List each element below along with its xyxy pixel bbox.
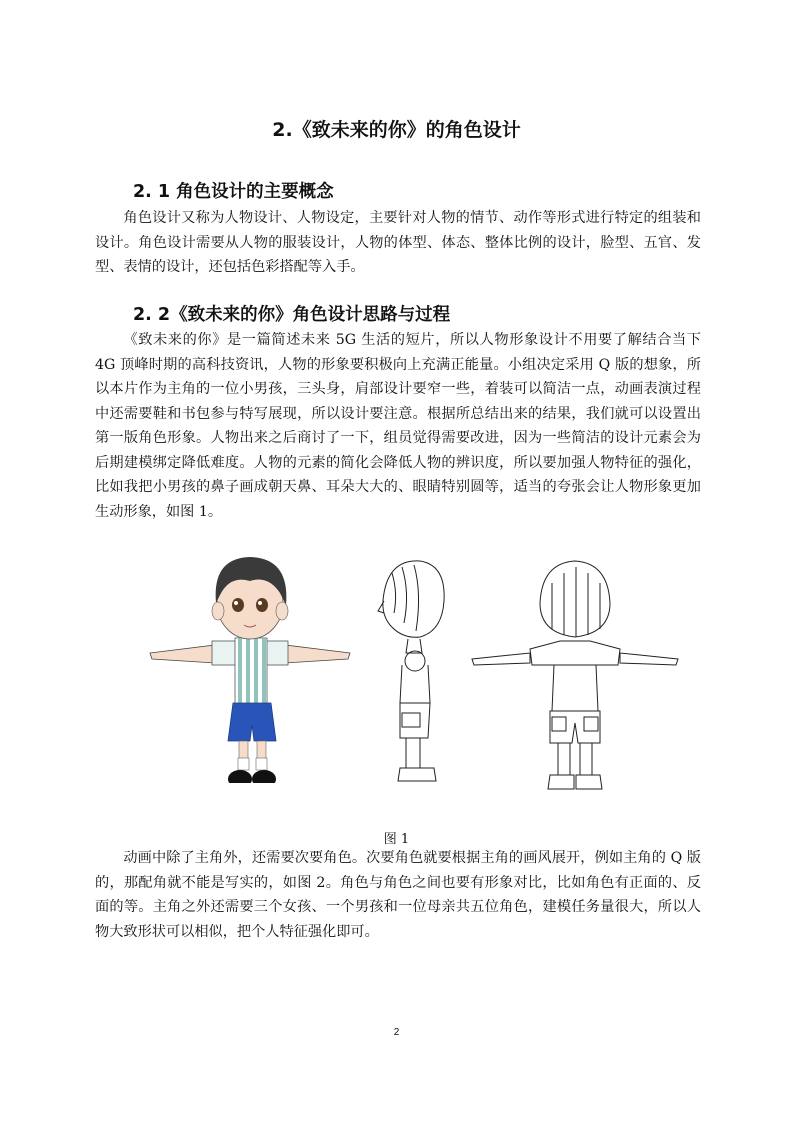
paragraph-secondary-roles: 动画中除了主角外，还需要次要角色。次要角色就要根据主角的画风展开，例如主角的 Q 版的，那配角就不能是写实的，如图 2。角色与角色之间也要有形象对比，比如角色有正面的、反面的等。主角之外还需要三个女孩、一个男孩和一位母亲共五位角色，建模任务量很大，所以人物大致形状可以相似，把个人特征强化即可。 [95,850,701,940]
paragraph-concept: 角色设计又称为人物设计、人物设定，主要针对人物的情节、动作等形式进行特定的组装和设计。角色设计需要从人物的服装设计，人物的体型、体态、整体比例的设计，脸型、五官、发型、表情的设计，还包括色彩搭配等入手。 [95,210,701,275]
section-heading-concept: 2. 1 角色设计的主要概念 [133,182,334,202]
page-title: 2.《致未来的你》的角色设计 [272,119,521,141]
paragraph-process: 《致未来的你》是一篇简述未来 5G 生活的短片，所以人物形象设计不用要了解结合当下 4G 顶峰时期的高科技资讯，人物的形象要积极向上充满正能量。小组决定采用 Q 版的想象，所以本片作为主角的一位小男孩，三头身，肩部设计要窄一些，着装可以简洁一点，动画表演过程中还需要鞋和书包参与特写展现，所以设计要注意。根据所总结出来的结果，我们就可以设置出第一版角色形象。人物出来之后商讨了一下，组员觉得需要改进，因为一些简洁的设计元素会为后期建模绑定降低难度。人物的元素的简化会降低人物的辨识度，所以要加强人物特征的强化，比如我把小男孩的鼻子画成朝天鼻、耳朵大大的、眼睛特别圆等，适当的夸张会让人物形象更加生动形象，如图 1。 [95,332,701,520]
character-side-outline [378,561,444,781]
character-back-outline [472,561,678,789]
page-number: 2 [393,1027,400,1038]
section-heading-process: 2. 2《致未来的你》角色设计思路与过程 [133,305,451,325]
character-front-colored [150,557,350,788]
figure-character-turnaround [140,553,680,803]
figure-caption: 图 1 [383,832,410,847]
